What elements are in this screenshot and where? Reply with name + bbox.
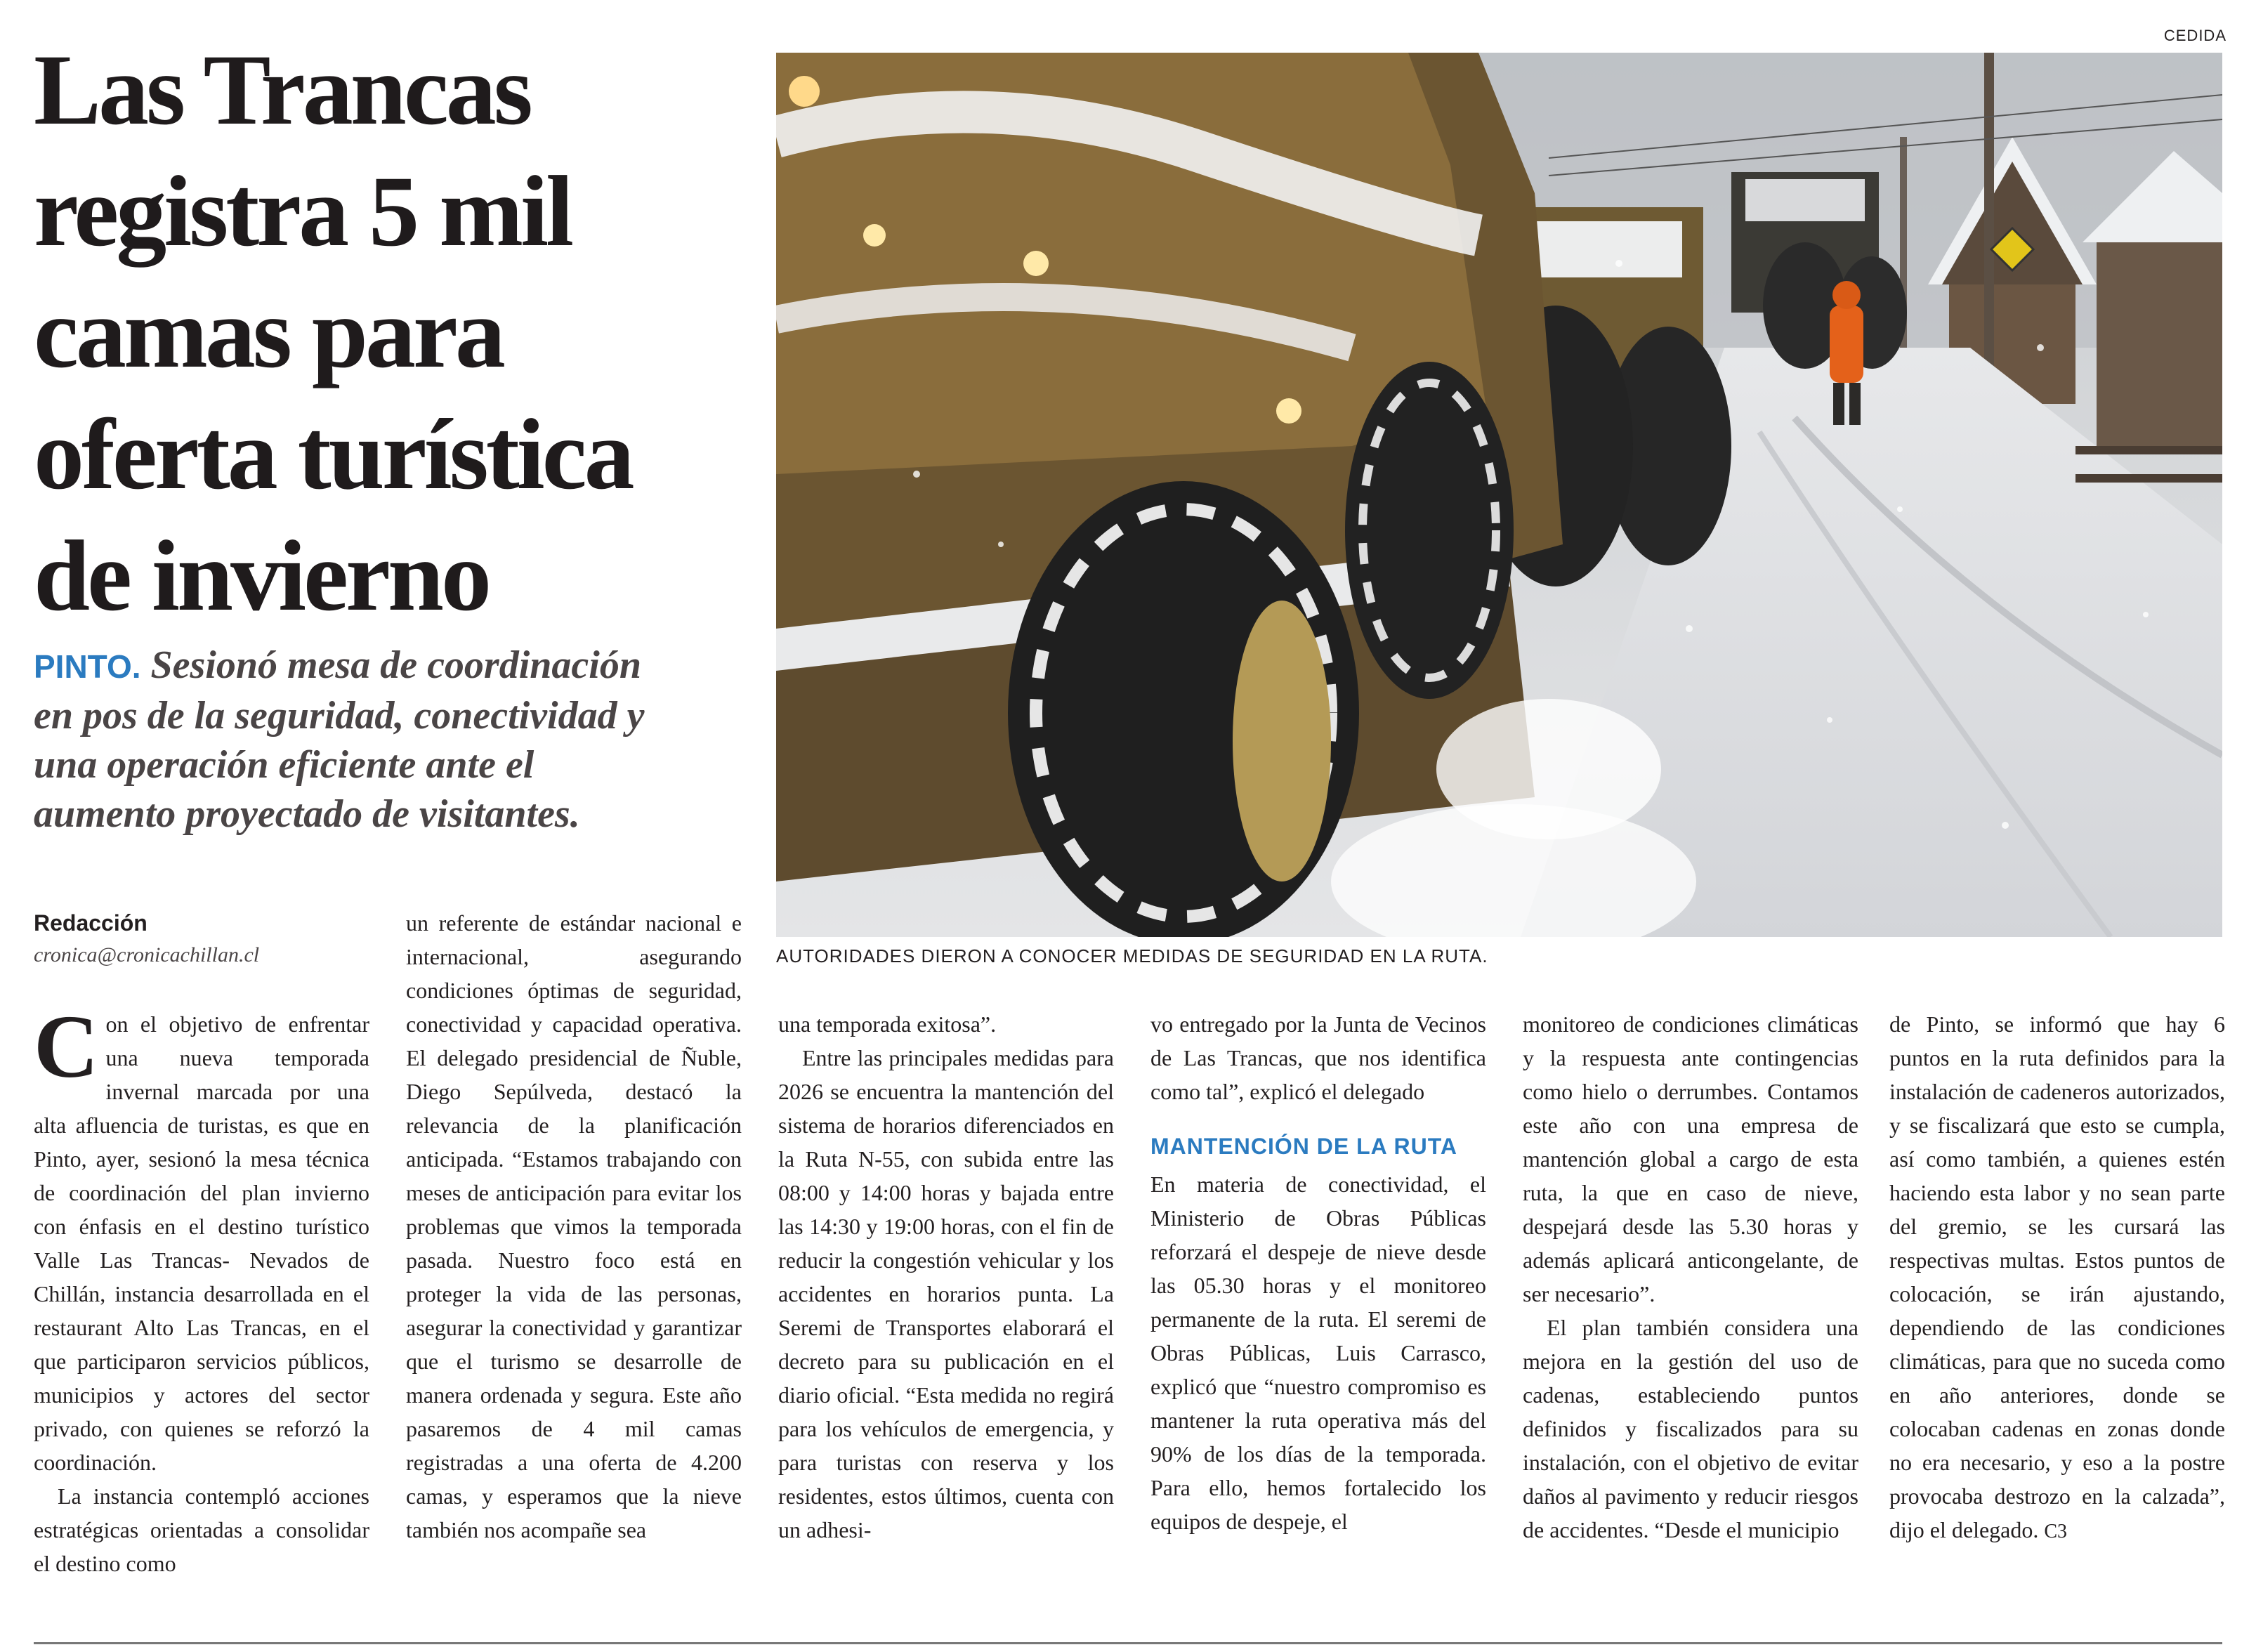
- snowplow-photo: [776, 53, 2222, 937]
- paragraph: una temporada exitosa”.: [778, 1011, 997, 1037]
- paragraph-text: on el objetivo de enfrentar una nueva temporada invernal marcada por una alta afluencia de turistas, es que en Pinto, ayer, sesionó la mesa técnica de coordinación del plan invierno con énfasis en el destino turístico Valle Las Trancas- Nevados de Chillán, instancia desarrollada en el restaurant Alto Las Trancas, en el que participaron servicios públicos, municipios y actores del sector privado, con quienes se reforzó la coordinación.: [34, 1011, 369, 1475]
- deck-line: Sesionó mesa de coordinación: [150, 643, 641, 687]
- article-column-2: [406, 906, 742, 1547]
- paragraph: Entre las principales medidas para 2026 se encuentra la mantención del sistema de horarios diferenciados en la Ruta N-55, con subida entre las 08:00 y 14:00 horas y bajada entre las 14:30 y 19:00 horas, con el fin de reducir la congestión vehicular y los accidentes en horarios punta. La Seremi de Transportes elaborará el decreto para su publicación en el diario oficial. “Esta medida no regirá para los vehículos de emergencia, y para turistas con reserva y los residentes, estos últimos, cuenta con un adhesi-: [778, 1045, 1114, 1542]
- article-column-3: [778, 1007, 1114, 1547]
- article-column-5: [1523, 1007, 1858, 1547]
- headline-line: de invierno: [34, 520, 490, 632]
- article-column-1: [34, 997, 369, 1580]
- paragraph: vo entregado por la Junta de Vecinos de Las Trancas, que nos identifica como tal”, explicó el delegado: [1150, 1011, 1486, 1104]
- photo-credit: CEDIDA: [2163, 27, 2227, 44]
- headline-line: oferta turística: [34, 399, 632, 511]
- paragraph: monitoreo de condiciones climáticas y la respuesta ante contingencias como hielo o derrumbes. Contamos este año con una empresa de mantención global a cargo de esta ruta, la que en caso de nieve, despejará desde las 5.30 horas y además aplicará anticongelante, de ser necesario”.: [1523, 1011, 1858, 1306]
- headline: [34, 29, 764, 637]
- paragraph: [34, 997, 369, 1479]
- headline-line: registra 5 mil: [34, 156, 572, 268]
- deck-line: una operación eficiente ante el: [34, 743, 535, 787]
- kicker-location: PINTO.: [34, 648, 141, 685]
- paragraph: un referente de estándar nacional e internacional, asegurando condiciones óptimas de seguridad, conectividad y capacidad operativa. El delegado presidencial de Ñuble, Diego Sepúlveda, destacó la relevancia de la planificación anticipada. “Estamos trabajando con meses de anticipación para evitar los problemas que vimos la temporada pasada. Nuestro foco está en proteger la vida de las personas, asegurar la conectividad y garantizar que el turismo se desarrolle de manera ordenada y segura. Este año pasaremos de 4 mil camas registradas a una oferta de 4.200 camas, y esperamos que la nieve también nos acompañe sea: [406, 910, 742, 1542]
- deck-line: aumento proyectado de visitantes.: [34, 792, 580, 836]
- headline-line: Las Trancas: [34, 34, 530, 146]
- deck: [34, 641, 764, 839]
- drop-cap: C: [34, 997, 99, 1096]
- byline: [34, 910, 385, 967]
- paragraph: El plan también considera una mejora en la gestión del uso de cadenas, estableciendo puntos definidos y fiscalizados para su instalación, con el objetivo de evitar daños al pavimento y reducir riesgos de accidentes. “Desde el municipio: [1523, 1315, 1858, 1542]
- author-email[interactable]: cronica@cronicachillan.cl: [34, 943, 260, 966]
- headline-line: camas para: [34, 277, 503, 389]
- photo-caption: AUTORIDADES DIERON A CONOCER MEDIDAS DE SEGURIDAD EN LA RUTA.: [776, 945, 1488, 966]
- paragraph-text: de Pinto, se informó que hay 6 puntos en la ruta definidos para la instalación de cadeneros autorizados, y se fiscalizará que esto se cumpla, así como también, a quienes estén haciendo esta labor y no sean parte del gremio, se les cursará las respectivas multas. Estos puntos de colocación, se irán ajustando, dependiendo de las condiciones climáticas, para que no suceda como en año anteriores, donde se colocaban cadenas en zonas donde no era necesario, y eso a la postre provocaba destrozo en la calzada”, dijo el delegado.: [1889, 1011, 2225, 1542]
- author-name: Redacción: [34, 910, 147, 936]
- paragraph: [1889, 1007, 2225, 1549]
- article-column-4: [1150, 1007, 1486, 1538]
- bottom-rule: [34, 1642, 2222, 1644]
- section-subhead: MANTENCIÓN DE LA RUTA: [1150, 1134, 1457, 1159]
- end-mark-icon: C3: [2044, 1521, 2068, 1542]
- paragraph: La instancia contempló acciones estratégicas orientadas a consolidar el destino como: [34, 1483, 369, 1576]
- deck-line: en pos de la seguridad, conectividad y: [34, 694, 645, 738]
- article-column-6: [1889, 1007, 2225, 1549]
- paragraph: En materia de conectividad, el Ministerio de Obras Públicas reforzará el despeje de nieve desde las 05.30 horas y el monitoreo permanente de la ruta. El seremi de Obras Públicas, Luis Carrasco, explicó que “nuestro compromiso es mantener la ruta operativa más del 90% de los días de la temporada. Para ello, hemos fortalecido los equipos de despeje, el: [1150, 1172, 1486, 1534]
